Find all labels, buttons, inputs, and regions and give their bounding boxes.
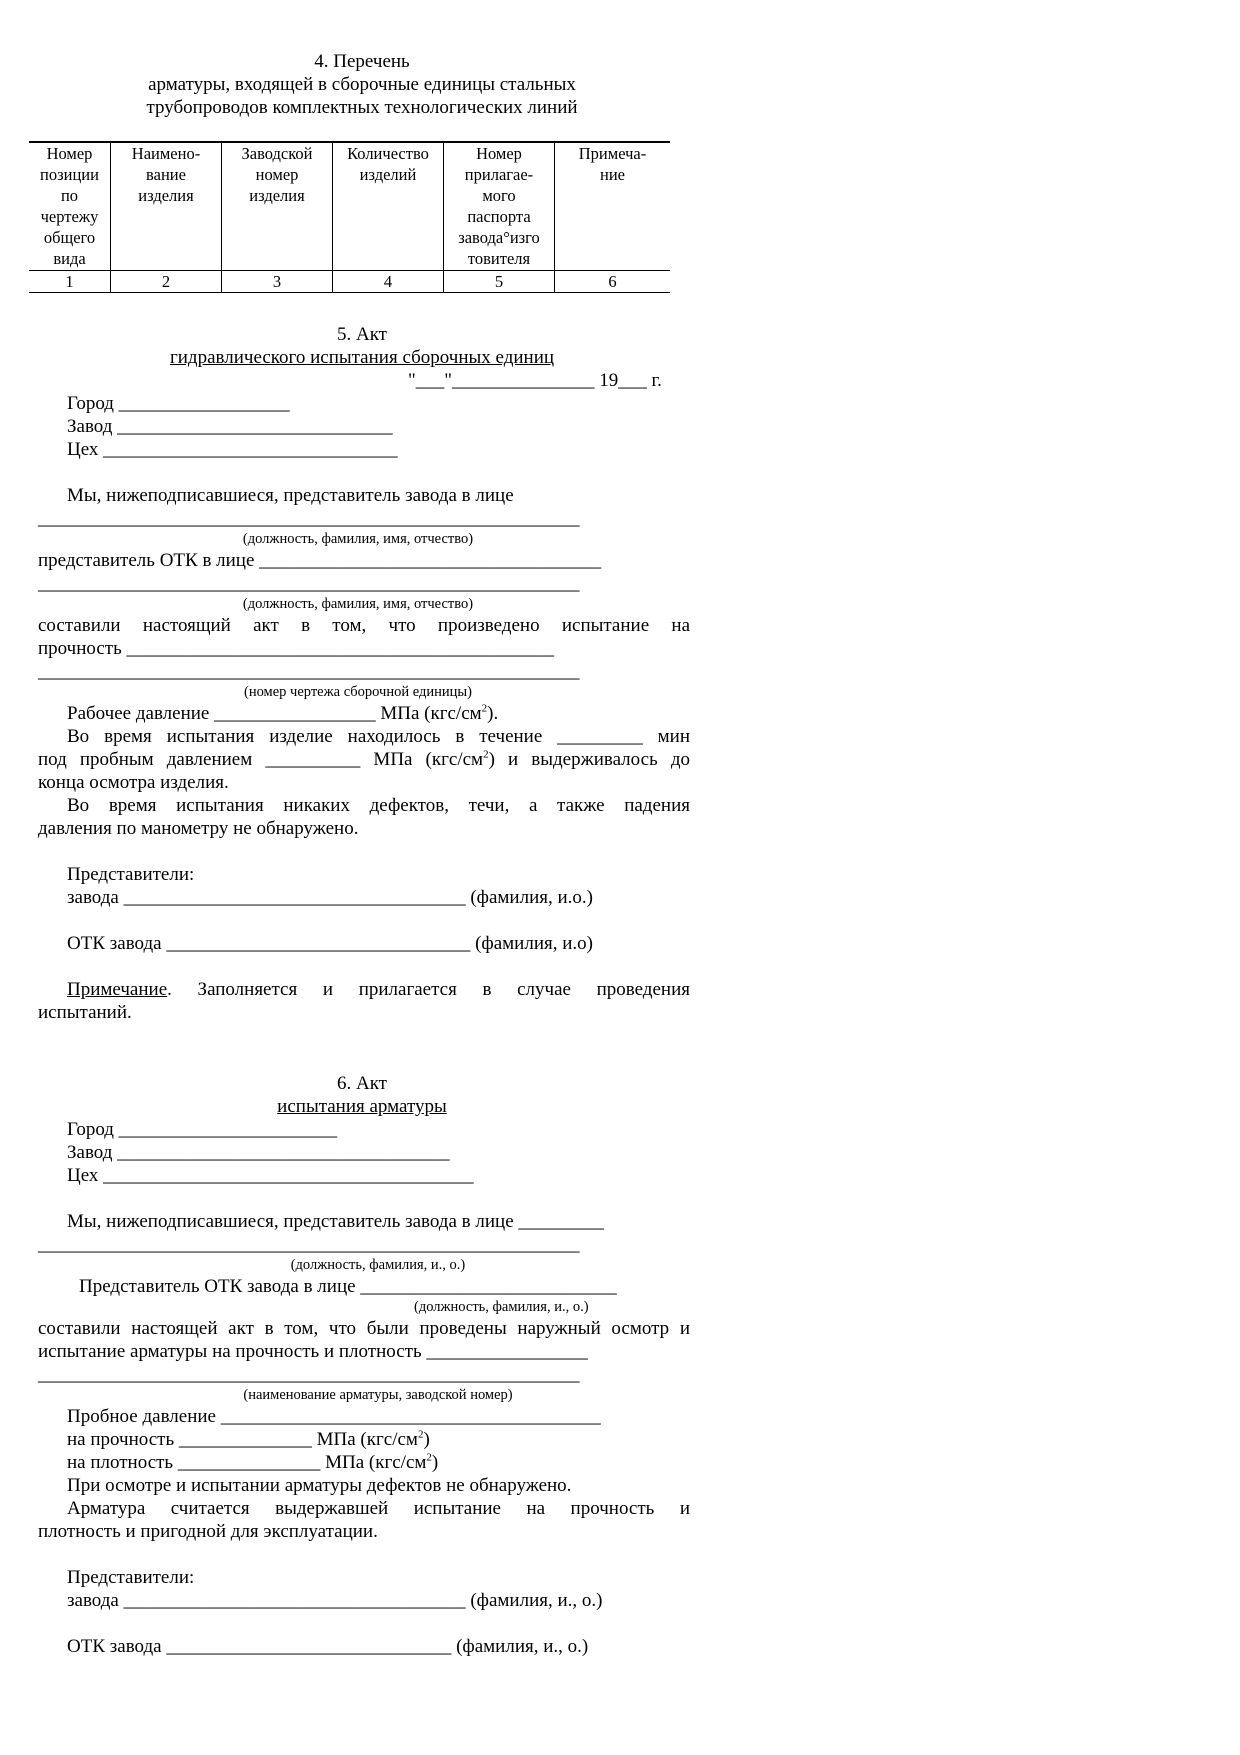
col-number: 6 xyxy=(555,271,671,293)
col-number: 2 xyxy=(111,271,222,293)
act6-city: Город _______________________ xyxy=(67,1119,338,1140)
act5-defects-line2: давления по манометру не обнаружено. xyxy=(38,818,359,839)
act6-shop: Цех _______________________________________ xyxy=(67,1165,474,1186)
section4-title-line2: арматуры, входящей в сборочные единицы стальных xyxy=(148,74,576,95)
act5-blank-line-2: _________________________________________________________ xyxy=(38,573,580,594)
col-number: 5 xyxy=(444,271,555,293)
col-header-name: Наимено- вание изделия xyxy=(111,142,222,271)
act6-hint-person: (должность, фамилия, и., о.) xyxy=(290,1257,466,1273)
act6-hint-fitting: (наименование арматуры, заводской номер) xyxy=(243,1387,513,1403)
act5-during-line1: Во время испытания изделие находилось в течение _________ мин xyxy=(67,726,690,747)
act5-date-line: "___"_______________ 19___ г. xyxy=(408,370,662,391)
act6-blank-line-2: _________________________________________________________ xyxy=(38,1364,580,1385)
act5-work-pressure: Рабочее давление _________________ МПа $(кгс/см^2)$. xyxy=(67,702,499,724)
act5-compiled-line2: прочность _____________________________________________ xyxy=(38,638,555,659)
act5-defects-line1: Во время испытания никаких дефектов, течи, а также падения xyxy=(67,795,690,816)
act6-hint-person-2: (должность, фамилия, и., о.) xyxy=(414,1299,589,1315)
col-header-position: Номер позиции по чертежу общего вида xyxy=(29,142,111,271)
act5-blank-line-3: _________________________________________________________ xyxy=(38,661,580,682)
act5-note-label: Примечание xyxy=(67,979,168,1000)
act5-during-line2: под пробным давлением __________ МПа $(кгс/см^2)$ и выдерживалось до xyxy=(38,748,690,770)
act5-rep-otk: ОТК завода ________________________________ (фамилия, и.о) xyxy=(67,933,593,954)
section4-title: 4. Перечень xyxy=(314,51,410,72)
act6-representatives: Представители: xyxy=(67,1567,195,1588)
act6-blank-line: _________________________________________________________ xyxy=(38,1234,580,1255)
col-header-quantity: Количество изделий xyxy=(333,142,444,271)
col-header-passport: Номер прилагае- мого паспорта завода°изго товителя xyxy=(444,142,555,271)
table-number-row xyxy=(29,271,670,293)
act6-plant: Завод ___________________________________ xyxy=(67,1142,450,1163)
act6-density: на плотность _______________ МПа $(кгс/см^2)$ xyxy=(67,1451,439,1473)
act5-hint-person-2: (должность, фамилия, имя, отчество) xyxy=(242,596,474,612)
act5-note-line1: Примечание. Заполняется и прилагается в случае проведения xyxy=(67,979,690,1000)
act6-rep-plant: завода ____________________________________ (фамилия, и., о.) xyxy=(67,1590,603,1611)
act6-intro: Мы, нижеподписавшиеся, представитель завода в лице _________ xyxy=(67,1211,604,1232)
act6-rep-otk: ОТК завода ______________________________ (фамилия, и., о.) xyxy=(67,1636,589,1657)
act5-hint-person: (должность, фамилия, имя, отчество) xyxy=(242,531,474,547)
act6-passed-line2: плотность и пригодной для эксплуатации. xyxy=(38,1521,378,1542)
col-header-serial: Заводской номер изделия xyxy=(222,142,333,271)
act6-title: 6. Акт xyxy=(336,1073,387,1094)
fittings-table xyxy=(29,141,670,293)
col-number: 3 xyxy=(222,271,333,293)
act5-note-line2: испытаний. xyxy=(38,1002,132,1023)
act5-intro: Мы, нижеподписавшиеся, представитель завода в лице xyxy=(67,485,514,506)
act6-no-defects: При осмотре и испытании арматуры дефектов не обнаружено. xyxy=(67,1475,572,1496)
act6-strength: на прочность ______________ МПа $(кгс/см^2)$ xyxy=(67,1428,430,1450)
act6-otk-rep: Представитель ОТК завода в лице ___________________________ xyxy=(79,1276,617,1297)
act5-title: 5. Акт xyxy=(336,324,387,345)
act5-representatives: Представители: xyxy=(67,864,195,885)
act5-subtitle: гидравлического испытания сборочных единиц xyxy=(169,347,555,368)
col-header-note: Примеча- ние xyxy=(555,142,671,271)
act5-during-line3: конца осмотра изделия. xyxy=(38,772,229,793)
act5-rep-plant: завода ____________________________________ (фамилия, и.о.) xyxy=(67,887,593,908)
act6-subtitle: испытания арматуры xyxy=(277,1096,447,1117)
act5-plant: Завод _____________________________ xyxy=(67,416,393,437)
act6-compiled-line2: испытание арматуры на прочность и плотность _________________ xyxy=(38,1341,588,1362)
act5-compiled-line1: составили настоящий акт в том, что произведено испытание на xyxy=(38,615,690,636)
act5-hint-drawing: (номер чертежа сборочной единицы) xyxy=(244,684,472,700)
act5-shop: Цех _______________________________ xyxy=(67,439,398,460)
table-header-row xyxy=(29,142,670,271)
act5-otk-rep: представитель ОТК в лице ____________________________________ xyxy=(38,550,602,571)
col-number: 1 xyxy=(29,271,111,293)
act6-passed-line1: Арматура считается выдержавшей испытание на прочность и xyxy=(67,1498,690,1519)
act6-test-pressure: Пробное давление ________________________________________ xyxy=(67,1406,601,1427)
section4-title-line3: трубопроводов комплектных технологических линий xyxy=(146,97,578,118)
act5-blank-line: _________________________________________________________ xyxy=(38,508,580,529)
act5-city: Город __________________ xyxy=(67,393,290,414)
act6-compiled-line1: составили настоящей акт в том, что были проведены наружный осмотр и xyxy=(38,1318,690,1339)
col-number: 4 xyxy=(333,271,444,293)
